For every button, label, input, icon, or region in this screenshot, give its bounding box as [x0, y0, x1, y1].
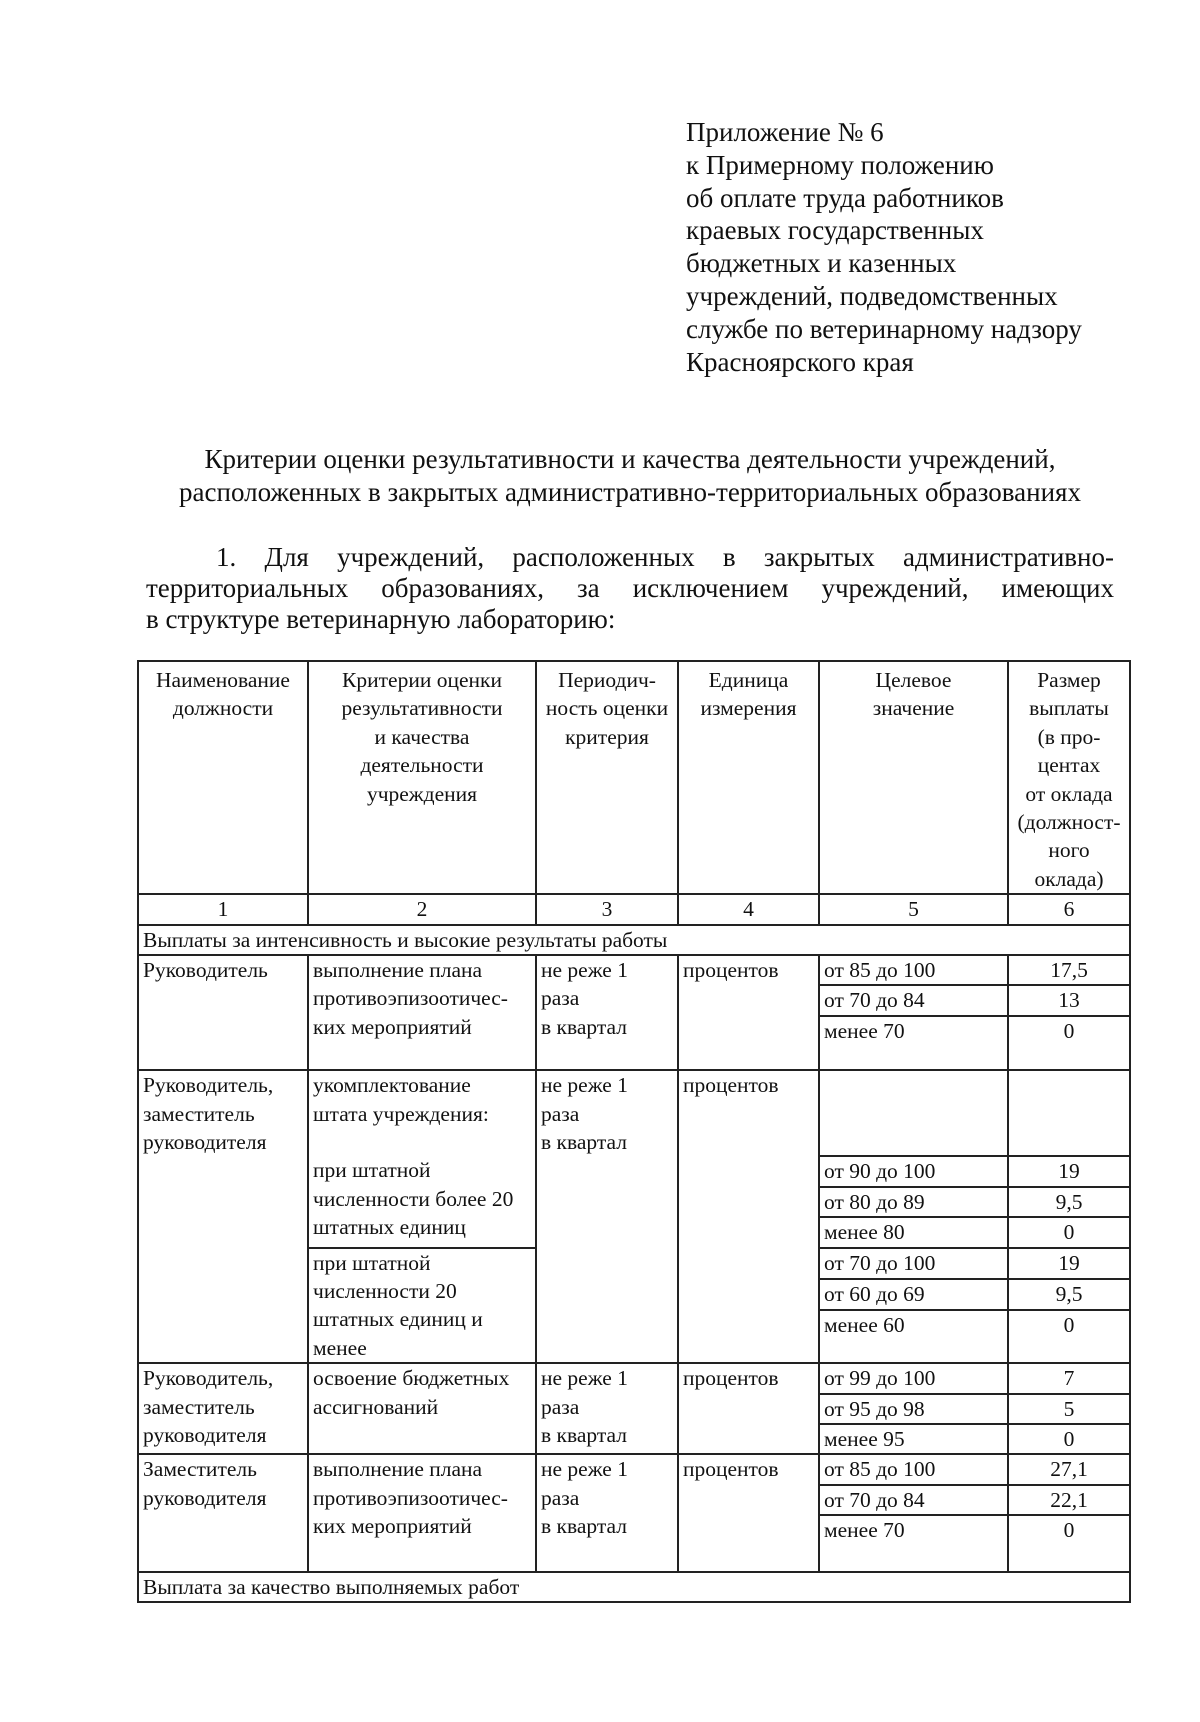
target-value: менее 70	[819, 1515, 1008, 1544]
periodicity-cell	[536, 955, 678, 1070]
cell-line: значение	[872, 696, 955, 721]
cell-line: ких мероприятий	[313, 1514, 472, 1539]
cell-line: не реже 1	[541, 1457, 628, 1482]
intro-line-3: в структуре ветеринарную лабораторию:	[146, 604, 616, 634]
cell-line: ких мероприятий	[313, 1014, 472, 1039]
empty-cell	[819, 1070, 1008, 1156]
payment-value: 9,5	[1008, 1279, 1130, 1310]
payment-value: 13	[1008, 985, 1130, 1015]
column-number: 2	[308, 894, 536, 924]
document-title	[140, 443, 1120, 509]
header-unit	[678, 661, 819, 894]
cell-line: штатных единиц и	[313, 1307, 483, 1332]
cell-line: ного	[1048, 838, 1090, 863]
criteria-table	[137, 660, 1131, 1603]
payment-value: 19	[1008, 1156, 1130, 1186]
annex-block	[686, 116, 1082, 378]
cell-line: штата учреждения:	[313, 1101, 489, 1126]
target-value: менее 80	[819, 1217, 1008, 1247]
payment-value: 0	[1008, 1424, 1130, 1454]
cell-line: руководителя	[143, 1485, 267, 1510]
header-periodicity	[536, 661, 678, 894]
cell-line: Размер	[1037, 668, 1101, 692]
cell-line: в квартал	[541, 1014, 627, 1039]
annex-line: службе по ветеринарному надзору	[686, 313, 1082, 344]
cell-line: Руководитель	[143, 958, 268, 983]
target-value: от 85 до 100	[819, 955, 1008, 985]
empty-cell	[819, 1045, 1008, 1070]
cell-line: раза	[541, 1101, 580, 1126]
cell-line: не реже 1	[541, 1366, 628, 1391]
section-row	[138, 925, 1130, 955]
target-value: менее 60	[819, 1310, 1008, 1340]
payment-value: 0	[1008, 1217, 1130, 1247]
cell-line: в квартал	[541, 1130, 627, 1155]
unit-cell: процентов	[678, 1454, 819, 1571]
cell-line: заместитель	[143, 1394, 255, 1419]
table-row	[138, 1363, 1130, 1393]
target-value: от 85 до 100	[819, 1454, 1008, 1484]
annex-line: к Примерному положению	[686, 149, 994, 180]
empty-cell	[1008, 1070, 1130, 1156]
target-value: от 90 до 100	[819, 1156, 1008, 1186]
header-criterion	[308, 661, 536, 894]
header-row	[138, 661, 1130, 894]
criterion-cell	[308, 1454, 536, 1571]
cell-line: численности более 20	[313, 1186, 514, 1211]
cell-line: заместитель	[143, 1101, 255, 1126]
cell-line: при штатной	[313, 1250, 431, 1275]
empty-cell	[1008, 1045, 1130, 1070]
target-value: от 60 до 69	[819, 1279, 1008, 1310]
payment-value: 5	[1008, 1394, 1130, 1424]
empty-cell	[819, 1340, 1008, 1363]
cell-line: выплаты	[1029, 696, 1109, 721]
cell-line: выполнение плана	[313, 958, 483, 983]
cell-line: штатных единиц	[313, 1214, 466, 1239]
header-target	[819, 661, 1008, 894]
payment-value: 0	[1008, 1310, 1130, 1340]
cell-line: результативности	[341, 696, 503, 721]
section-heading: Выплаты за интенсивность и высокие результаты работы	[138, 925, 1130, 955]
target-value: от 80 до 89	[819, 1187, 1008, 1217]
cell-line: Целевое	[875, 668, 952, 692]
cell-line: руководителя	[143, 1130, 267, 1155]
target-value: менее 95	[819, 1424, 1008, 1454]
column-number-row	[138, 894, 1130, 924]
cell-line: численности 20	[313, 1278, 457, 1303]
payment-value: 7	[1008, 1363, 1130, 1393]
section-heading: Выплата за качество выполняемых работ	[138, 1572, 1130, 1602]
cell-line: измерения	[700, 696, 797, 721]
header-position	[138, 661, 308, 894]
unit-cell: процентов	[678, 1363, 819, 1454]
unit-cell: процентов	[678, 1070, 819, 1363]
target-value: от 70 до 84	[819, 985, 1008, 1015]
payment-value: 9,5	[1008, 1187, 1130, 1217]
payment-value: 17,5	[1008, 955, 1130, 985]
criterion-cell	[308, 1363, 536, 1454]
target-value: от 70 до 100	[819, 1248, 1008, 1279]
cell-line: Заместитель	[143, 1457, 257, 1482]
empty-cell	[819, 1545, 1008, 1572]
payment-value: 0	[1008, 1515, 1130, 1544]
cell-line: раза	[541, 1485, 580, 1510]
payment-value: 22,1	[1008, 1485, 1130, 1515]
cell-line: должности	[172, 696, 274, 721]
payment-value: 27,1	[1008, 1454, 1130, 1484]
intro-paragraph	[146, 542, 1114, 635]
position-cell	[138, 1454, 308, 1571]
cell-line: ассигнований	[313, 1394, 439, 1419]
annex-line: бюджетных и казенных	[686, 248, 957, 279]
title-line-2: расположенных в закрытых административно-территориальных образованиях	[179, 477, 1081, 507]
position-cell	[138, 1070, 308, 1363]
criterion-heading	[313, 1071, 531, 1128]
cell-line: Единица	[708, 668, 789, 692]
header-payment	[1008, 661, 1130, 894]
annex-line: учреждений, подведомственных	[686, 280, 1058, 311]
cell-line: Периодич-	[558, 668, 656, 692]
table-row	[138, 1070, 1130, 1156]
cell-line: противоэпизоотичес-	[313, 1485, 508, 1510]
cell-line: раза	[541, 986, 580, 1011]
title-line-1: Критерии оценки результативности и качества деятельности учреждений,	[204, 444, 1056, 474]
cell-line: освоение бюджетных	[313, 1366, 510, 1391]
cell-line: учреждения	[366, 781, 478, 806]
annex-line: Красноярского края	[686, 346, 914, 377]
intro-line-1: 1. Для учреждений, расположенных в закрытых административно-	[216, 542, 1114, 572]
table-row	[138, 1454, 1130, 1484]
periodicity-cell	[536, 1454, 678, 1571]
payment-value: 19	[1008, 1248, 1130, 1279]
section-row	[138, 1572, 1130, 1602]
empty-cell	[1008, 1340, 1130, 1363]
cell-line: менее	[313, 1335, 367, 1360]
cell-line: и качества	[374, 724, 470, 749]
target-value: от 99 до 100	[819, 1363, 1008, 1393]
target-value: от 70 до 84	[819, 1485, 1008, 1515]
cell-line: деятельности	[360, 753, 484, 778]
criterion-subheading	[308, 1248, 536, 1364]
empty-cell	[1008, 1545, 1130, 1572]
cell-line: Наименование	[156, 668, 290, 692]
cell-line: ность оценки	[545, 696, 669, 721]
table-row	[138, 955, 1130, 985]
column-number: 1	[138, 894, 308, 924]
annex-line: краевых государственных	[686, 215, 984, 246]
unit-cell: процентов	[678, 955, 819, 1070]
cell-line: в квартал	[541, 1422, 627, 1447]
criterion-subheading	[313, 1156, 531, 1241]
cell-line: укомплектование	[313, 1073, 471, 1098]
target-value: от 95 до 98	[819, 1394, 1008, 1424]
periodicity-cell	[536, 1070, 678, 1363]
target-value: менее 70	[819, 1016, 1008, 1045]
cell-line: критерия	[565, 724, 649, 749]
cell-line: в квартал	[541, 1514, 627, 1539]
cell-line: Руководитель,	[143, 1073, 274, 1098]
cell-line: раза	[541, 1394, 580, 1419]
cell-line: выполнение плана	[313, 1457, 483, 1482]
cell-line: Руководитель,	[143, 1366, 274, 1391]
cell-line: (должност-	[1017, 810, 1121, 835]
cell-line: центах	[1037, 753, 1101, 778]
cell-line: от оклада	[1025, 781, 1113, 806]
cell-line: оклада)	[1034, 866, 1104, 891]
cell-line: руководителя	[143, 1422, 267, 1447]
criterion-cell	[308, 1070, 536, 1247]
column-number: 6	[1008, 894, 1130, 924]
criterion-cell	[308, 955, 536, 1070]
column-number: 3	[536, 894, 678, 924]
cell-line: (в про-	[1037, 724, 1101, 749]
column-number: 4	[678, 894, 819, 924]
annex-line: Приложение № 6	[686, 117, 884, 147]
intro-line-2: территориальных образованиях, за исключением учреждений, имеющих	[146, 573, 1114, 603]
annex-line: об оплате труда работников	[686, 182, 1004, 213]
position-cell	[138, 955, 308, 1070]
periodicity-cell	[536, 1363, 678, 1454]
cell-line: Критерии оценки	[342, 668, 502, 692]
position-cell	[138, 1363, 308, 1454]
cell-line: не реже 1	[541, 958, 628, 983]
column-number: 5	[819, 894, 1008, 924]
cell-line: при штатной	[313, 1158, 431, 1183]
cell-line: не реже 1	[541, 1073, 628, 1098]
payment-value: 0	[1008, 1016, 1130, 1045]
cell-line: противоэпизоотичес-	[313, 986, 508, 1011]
